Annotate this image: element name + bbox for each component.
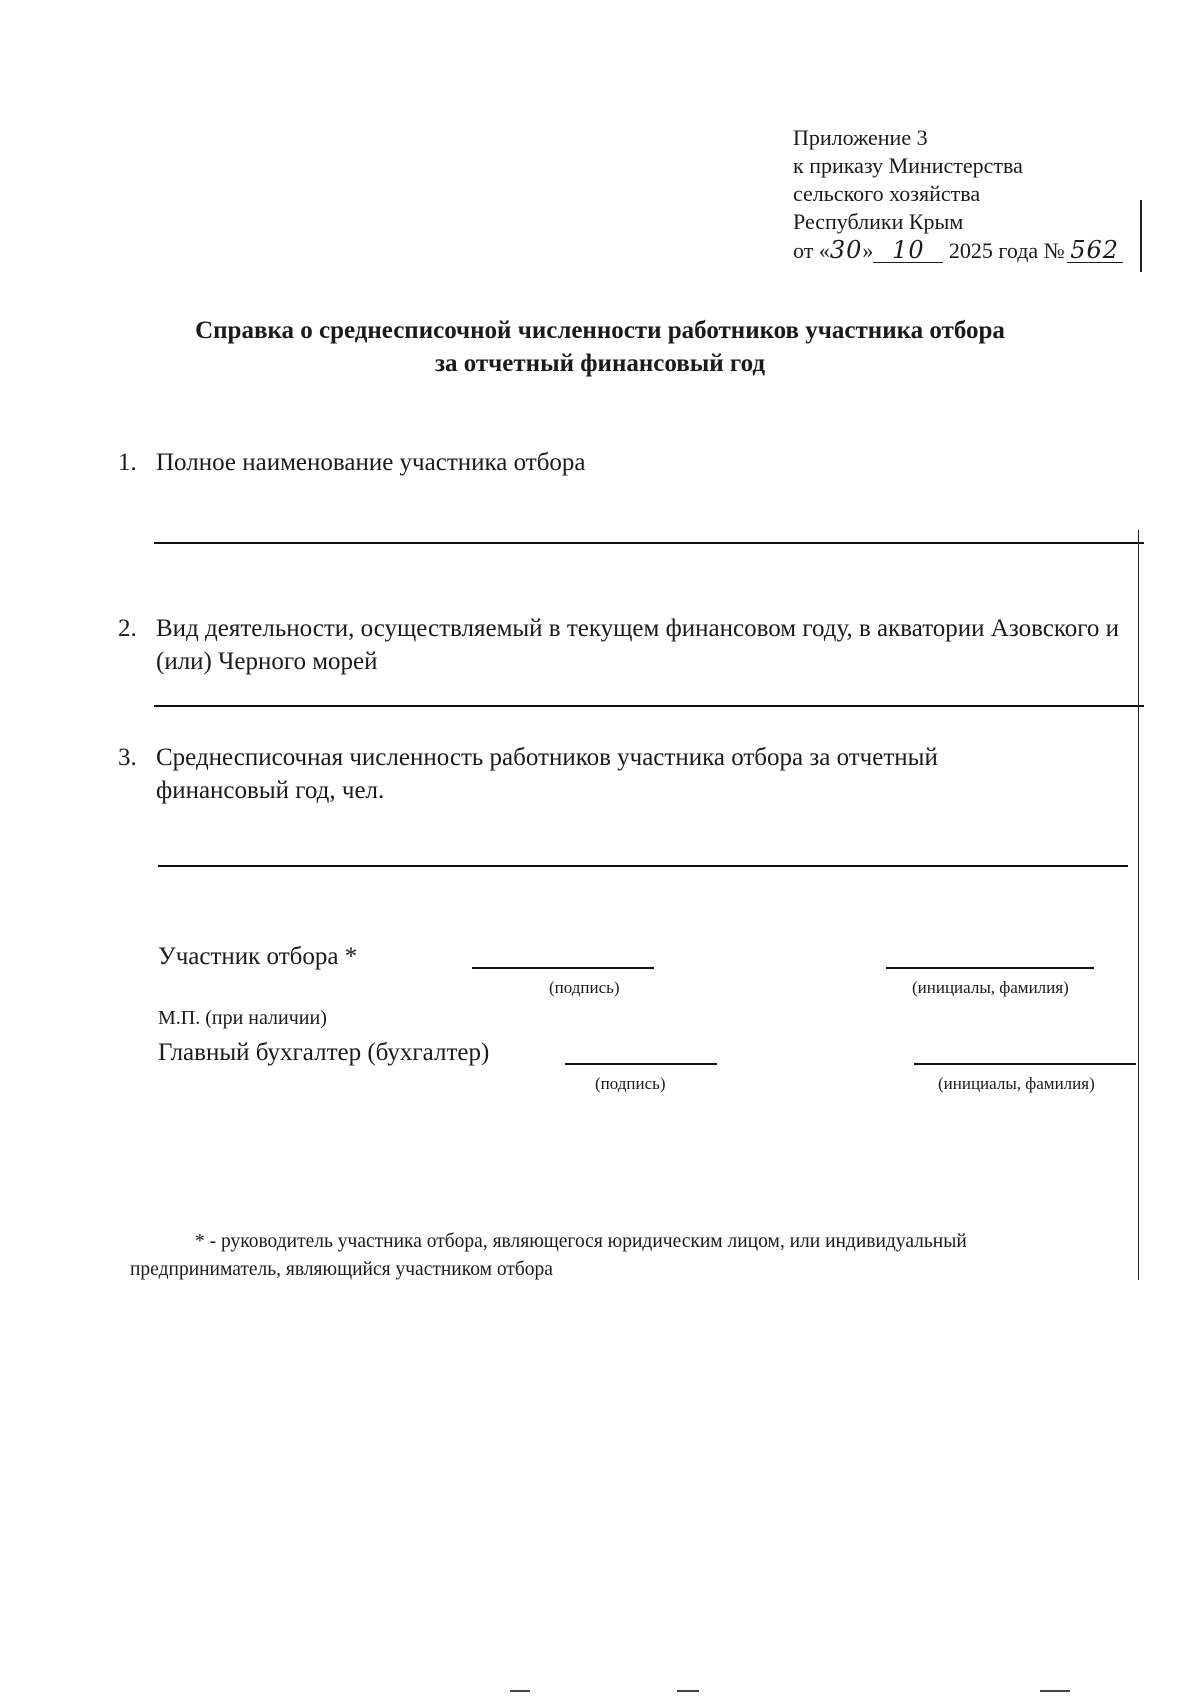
list-item-1 — [118, 446, 1148, 479]
item-text: Вид деятельности, осуществляемый в текущем финансовом году, в акватории Азовского и (или) Черного морей — [156, 615, 1119, 675]
accountant-signature-line — [565, 1063, 717, 1065]
initials-caption-2: (инициалы, фамилия) — [938, 1074, 1095, 1093]
stamp-label: М.П. (при наличии) — [158, 1007, 327, 1029]
scan-mark — [1040, 1690, 1070, 1692]
list-item-2 — [118, 612, 1148, 678]
appendix-order-ref: к приказу Министерства — [793, 153, 1023, 178]
appendix-date-line — [793, 236, 1123, 265]
initials-caption: (инициалы, фамилия) — [912, 978, 1069, 997]
order-number: 562 — [1067, 238, 1123, 263]
date-prefix: от « — [793, 238, 830, 263]
footnote-line-1: * - руководитель участника отбора, являющегося юридическим лицом, или индивидуальный — [195, 1231, 967, 1252]
margin-scan-line — [1138, 530, 1139, 1280]
accountant-label: Главный бухгалтер (бухгалтер) — [158, 1039, 490, 1066]
participant-signature-line — [472, 967, 654, 969]
fill-line-3 — [158, 865, 1128, 867]
list-item-3 — [118, 741, 1148, 807]
participant-label: Участник отбора * — [158, 943, 358, 970]
signature-caption-2: (подпись) — [595, 1074, 666, 1093]
date-year: 2025 года № — [948, 238, 1065, 263]
date-day: 30 — [829, 236, 863, 264]
signature-caption: (подпись) — [549, 978, 620, 997]
title-line-2: за отчетный финансовый год — [434, 350, 766, 377]
scan-mark — [677, 1690, 699, 1692]
participant-initials-line — [886, 967, 1094, 969]
date-quote: » — [862, 238, 874, 263]
margin-line — [1140, 200, 1142, 272]
item-number: 3. — [118, 744, 137, 771]
item-text: Полное наименование участника отбора — [156, 449, 586, 476]
fill-line-1 — [154, 542, 1144, 544]
date-month: 10 — [873, 238, 943, 263]
appendix-ministry: сельского хозяйства — [793, 181, 981, 206]
accountant-initials-line — [914, 1063, 1136, 1065]
footnote-line-2: предприниматель, являющийся участником отбора — [130, 1259, 553, 1280]
appendix-republic: Республики Крым — [793, 209, 964, 234]
item-text: Среднесписочная численность работников участника отбора за отчетный финансовый год, чел. — [156, 744, 938, 804]
fill-line-2 — [154, 705, 1144, 707]
document-title — [60, 314, 1140, 380]
appendix-number: Приложение 3 — [793, 125, 928, 150]
title-line-1: Справка о среднесписочной численности работников участника отбора — [195, 317, 1005, 344]
scan-mark — [510, 1690, 530, 1692]
item-number: 2. — [118, 615, 137, 642]
appendix-header — [793, 124, 1123, 265]
item-number: 1. — [118, 449, 137, 476]
